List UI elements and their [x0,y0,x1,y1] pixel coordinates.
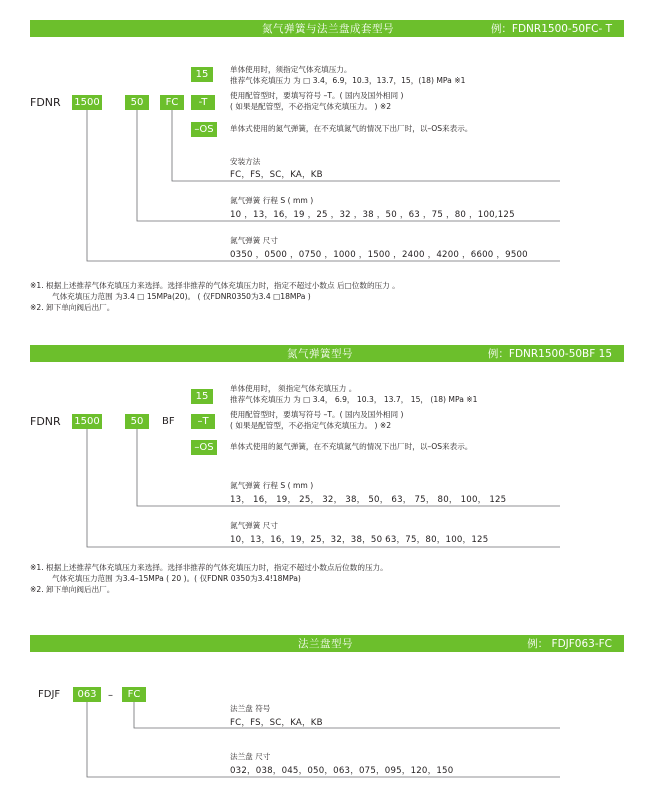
s1-option-15-box: 15 [191,67,213,82]
section1-title: 氮气弹簧与法兰盘成套型号 [262,23,394,35]
s2-piping-code-box: –T [191,414,215,429]
s2-size-values: 10，13，16，19，25，32，38，50 63，75，80，100，125 [230,535,489,545]
s1-option-os-text: 单体式使用的氮气弹簧，在不充填氮气的情况下出厂时，以–OS来表示。 [230,124,473,133]
s2-size-code-box: 1500 [72,414,102,429]
s1-option-15-line2: 推荐气体充填压力 为 □ 3.4，6.9，10.3，13.7，15，(18) MPa ※1 [230,76,466,85]
s1-note1b: 气体充填压力范围 为3.4 □ 15MPa(20)。 ( 仅FDNR0350为3.4 □18MPa ) [52,292,311,301]
s2-option-15-box: 15 [191,389,213,404]
s1-stroke-values: 10 ，13，16，19 ，25 ，32 ，38 ，50 ，63 ，75 ，80 ，100,125 [230,210,515,220]
s1-mount-title: 安装方法 [230,157,261,166]
s1-note2: ※2. 卸下单向阀后出厂。 [30,303,115,312]
s3-model-label: FDJF [38,689,61,700]
s2-note2: ※2. 卸下单向阀后出厂。 [30,585,115,594]
s2-option-os-box: –OS [191,440,217,455]
section3-example: 例： FDJF063-FC [527,638,612,650]
s1-stroke-connector [137,110,560,221]
s2-stroke-connector [137,429,560,506]
s2-option-t-line1: 使用配管型时，要填写符号 –T。( 国内及国外相同 ) [230,410,404,419]
s2-option-os-text: 单体式使用的氮气弹簧，在不充填氮气的情况下出厂时，以–OS来表示。 [230,442,473,451]
s2-size-connector [87,429,560,547]
s1-stroke-title: 氮气弹簧 行程 S ( mm ) [230,196,314,205]
s3-mark-values: FC，FS，SC，KA，KB [230,718,323,728]
s2-stroke-values: 13， 16， 19， 25， 32， 38， 50， 63， 75， 80， 100， 125 [230,495,507,505]
s2-option-t-line2: ( 如果是配管型，不必指定气体充填压力。 ) ※2 [230,421,392,430]
s1-model-label: FDNR [30,96,61,109]
s2-note1: ※1. 根据上述推荐气体充填压力来选择。选择非推荐的气体充填压力时，指定不超过小数点后位数的压力。 [30,563,388,572]
s2-stroke-code-box: 50 [125,414,149,429]
s3-size-values: 032，038，045，050，063，075，095，120，150 [230,766,454,776]
s1-option-t-line1: 使用配管型时，要填写符号 –T。( 国内及国外相同 ) [230,91,404,100]
s1-size-title: 氮气弹簧 尺寸 [230,236,278,245]
s3-size-code-box: 063 [73,687,101,702]
s1-size-connector [87,110,560,261]
s1-stroke-code-box: 50 [125,95,149,110]
s1-piping-code-box: -T [191,95,215,110]
s2-bf-code: BF [162,416,175,427]
s1-option-15-line1: 单体使用时，须指定气体充填压力。 [230,65,352,74]
section1-example: 例：FDNR1500-50FC- T [490,23,612,35]
s2-size-title: 氮气弹簧 尺寸 [230,521,278,530]
s3-dash: – [108,690,113,701]
s1-mount-code-box: FC [160,95,184,110]
s1-mount-values: FC，FS，SC，KA，KB [230,170,323,180]
s1-size-values: 0350 ，0500 ，0750 ，1000 ，1500 ，2400 ，4200 ，6600 ，9500 [230,250,528,260]
section3-title: 法兰盘型号 [298,638,353,650]
s1-size-code-box: 1500 [72,95,102,110]
s1-option-os-box: –OS [191,122,217,137]
s3-size-connector [87,702,560,777]
s3-size-title: 法兰盘 尺寸 [230,752,271,761]
s1-note1: ※1. 根据上述推荐气体充填压力来选择。选择非推荐的气体充填压力时，指定不超过小数点 后□位数的压力 。 [30,281,400,290]
s3-mount-code-box: FC [122,687,146,702]
s1-mount-connector [172,110,560,181]
s2-option-15-line2: 推荐气体充填压力 为 □ 3.4， 6.9， 10.3， 13.7， 15， (18) MPa ※1 [230,395,478,404]
s3-mark-title: 法兰盘 符号 [230,704,271,713]
s2-note1b: 气体充填压力范围 为3.4–15MPa ( 20 )。( 仅FDNR 0350为3.4!18MPa) [52,574,301,583]
section2-example: 例：FDNR1500-50BF 15 [487,348,612,360]
s2-option-15-line1: 单体使用时， 须指定气体充填压力 。 [230,384,357,393]
s3-mark-connector [134,702,560,728]
s1-option-t-line2: ( 如果是配管型，不必指定气体充填压力。 ) ※2 [230,102,392,111]
section2-title: 氮气弹簧型号 [287,348,353,360]
s2-model-label: FDNR [30,415,61,428]
s2-stroke-title: 氮气弹簧 行程 S ( mm ) [230,481,314,490]
